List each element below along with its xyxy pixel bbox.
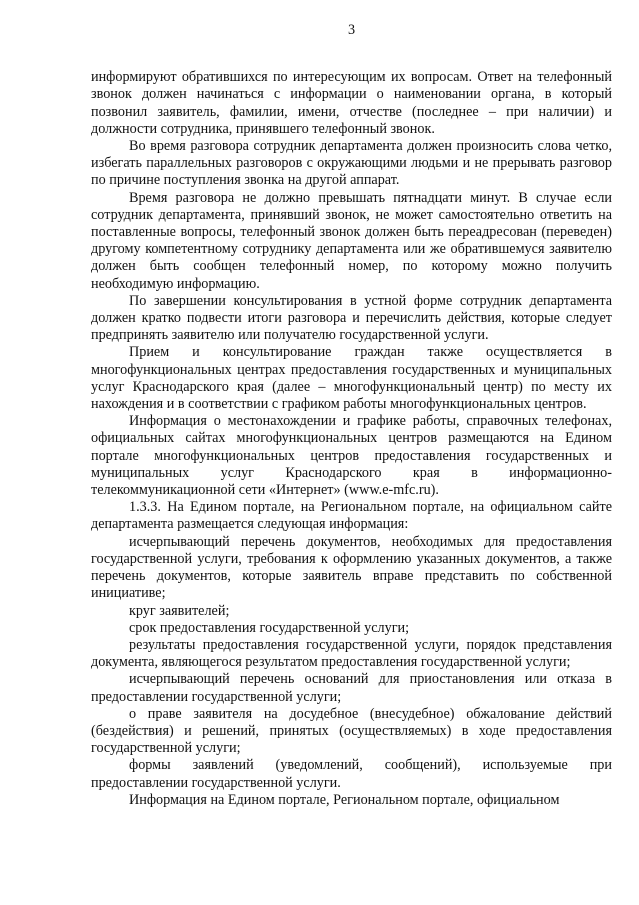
paragraph: Информация о местонахождении и графике работы, справочных телефонах, официальных сайтах многофункциональных центров размещаются на Едином портале многофункциональных центров предоставления государственных и муниципальных услуг Краснодарского края в информационно-телекоммуникационной сети «Интернет» (www.e-mfc.ru). [91,413,612,499]
paragraph: По завершении консультирования в устной форме сотрудник департамента должен кратко подвести итоги разговора и перечислить действия, которые следует предпринять заявителю или получателю государственной услуги. [91,292,612,344]
list-item: формы заявлений (уведомлений, сообщений), используемые при предоставлении государственной услуги. [91,757,612,791]
list-item: круг заявителей; [129,602,230,619]
paragraph: Время разговора не должно превышать пятнадцати минут. В случае если сотрудник департамента, принявший звонок, не может самостоятельно ответить на поставленные вопросы, телефонный звонок должен быть переадресован (переведен) другому компетентному сотруднику департамента или же обратившемуся заявителю должен быть сообщен телефонный номер, по которому можно получить необходимую информацию. [91,189,612,292]
list-item: результаты предоставления государственной услуги, порядок представления документа, являющегося результатом предоставления государственной услуги; [91,636,612,671]
paragraph: Прием и консультирование граждан также осуществляется в многофункциональных центрах предоставления государственных и муниципальных услуг Краснодарского края (далее – многофункциональный центр) по месту их нахождения и в соответствии с графиком работы многофункциональных центров. [91,344,612,413]
list-item: срок предоставления государственной услуги; [129,619,410,636]
list-item: исчерпывающий перечень документов, необходимых для предоставления государственной услуги, требования к оформлению указанных документов, а также перечень документов, которые заявитель вправе представить по собственной инициативе; [91,533,612,602]
page-number: 3 [347,22,356,38]
list-item: о праве заявителя на досудебное (внесудебное) обжалование действий (бездействия) и решений, принятых (осуществляемых) в ходе предоставления государственной услуги; [91,705,612,757]
section-paragraph: 1.3.3. На Едином портале, на Региональном портале, на официальном сайте департамента размещается следующая информация: [91,499,612,533]
paragraph: Информация на Едином портале, Региональном портале, официальном [129,791,560,808]
document-page [91,0,612,809]
paragraph: Во время разговора сотрудник департамента должен произносить слова четко, избегать параллельных разговоров с окружающими людьми и не прерывать разговор по причине поступления звонка на другой аппарат. [91,138,612,189]
paragraph: информируют обратившихся по интересующим их вопросам. Ответ на телефонный звонок должен начинаться с информации о наименовании органа, в который позвонил заявитель, фамилии, имени, отчестве (последнее – при наличии) и должности сотрудника, принявшего телефонный звонок. [91,69,612,137]
list-item: исчерпывающий перечень оснований для приостановления или отказа в предоставлении государственной услуги; [91,671,612,705]
